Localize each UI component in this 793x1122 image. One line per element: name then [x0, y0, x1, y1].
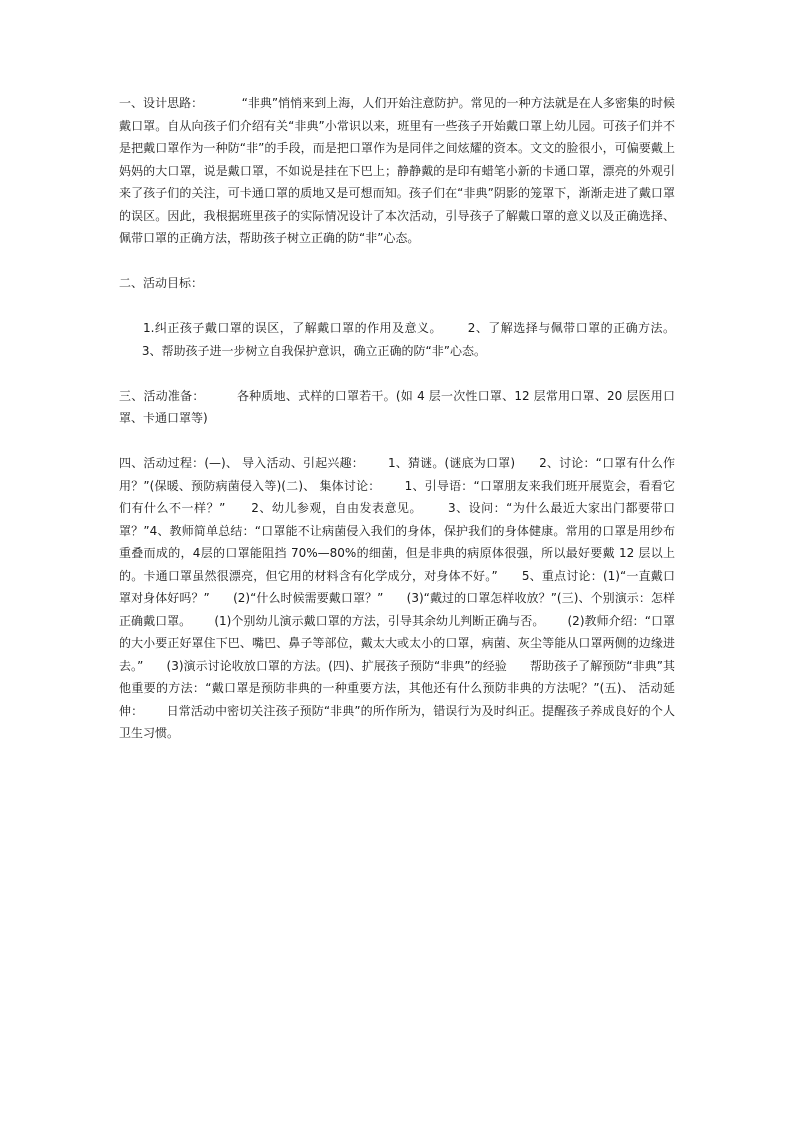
goal-item: 1.纠正孩子戴口罩的误区，了解戴口罩的作用及意义。	[143, 321, 442, 335]
section-heading: 四、活动过程：(—)、 导入活动、引起兴趣：	[119, 456, 364, 470]
section-process	[119, 452, 675, 745]
process-step: (2)“什么时候需要戴口罩？”	[233, 591, 384, 605]
process-step: (3)演示讨论收放口罩的方法。(四)、扩展孩子预防“非典”的经验	[166, 658, 507, 673]
section-text: 各种质地、式样的口罩若干。(如 4 层一次性口罩、12 层常用口罩、20 层医用口罩、卡通口罩等)	[119, 388, 675, 425]
process-step: 日常活动中密切关注孩子预防“非典”的所作所为，错误行为及时纠正。提醒孩子养成良好的个人卫生习惯。	[119, 703, 675, 740]
process-step: (1)个别幼儿演示戴口罩的方法，引导其余幼儿判断正确与否。	[214, 613, 545, 628]
process-step: (3)“戴过的口罩怎样收放？”(三)、个别演示：怎样正确戴口罩。	[119, 591, 676, 628]
section-heading: 三、活动准备：	[119, 388, 205, 403]
process-step: 2、讨论：“口罩有什么作用？”(保暖、预防病菌侵入等)(二)、 集体讨论：	[119, 456, 676, 493]
section-heading: 二、活动目标：	[119, 276, 204, 290]
section-preparation	[119, 385, 675, 430]
goal-item: 3、帮助孩子进一步树立自我保护意识，确立正确的防“非”心态。	[141, 343, 486, 358]
section-goals	[119, 317, 675, 362]
section-heading: 一、设计思路：	[119, 96, 204, 110]
process-step: 1、引导语：“口罩朋友来我们班开展览会，看看它们有什么不一样？”	[119, 478, 676, 515]
process-step: 帮助孩子了解预防“非典”其他重要的方法：“戴口罩是预防非典的一种重要方法，其他还有什么预防非典的方法呢？”(五)、 活动延伸：	[119, 658, 676, 718]
section-text: “非典”悄悄来到上海，人们开始注意防护。常见的一种方法就是在人多密集的时候戴口罩。自从向孩子们介绍有关“非典”小常识以来，班里有一些孩子开始戴口罩上幼儿园。可孩子们并不是把戴口罩作为一种防“非”的手段，而是把口罩作为是同伴之间炫耀的资本。文文的脸很小，可偏要戴上妈妈的大口罩，说是戴口罩，不如说是挂在下巴上；静静戴的是印有蜡笔小新的卡通口罩，漂亮的外观引来了孩子们的关注，可卡通口罩的质地又是可想而知。孩子们在“非典”阴影的笼罩下，渐渐走进了戴口罩的误区。因此，我根据班里孩子的实际情况设计了本次活动，引导孩子了解戴口罩的意义以及正确选择、佩带口罩的正确方法，帮助孩子树立正确的防“非”心态。	[119, 96, 675, 245]
process-step: 3、设问：“为什么最近大家出门都要带口罩？”4、教师简单总结：“口罩能不让病菌侵入我们的身体，保护我们的身体健康。常用的口罩是用纱布重叠而成的，4层的口罩能阻挡 70%—80%的细菌，但是非典的病原体很强，所以最好要戴 12 层以上的。卡通口罩虽然很漂亮，但它用的材料含有化学成分，对身体不好。”	[119, 501, 676, 583]
process-step: (2)教师介绍：“口罩的大小要正好罩住下巴、嘴巴、鼻子等部位，戴太大或太小的口罩，病菌、灰尘等能从口罩两侧的边缘进去。”	[119, 613, 676, 673]
section-goals-heading	[119, 272, 675, 295]
goal-item: 2、了解选择与佩带口罩的正确方法。	[467, 321, 676, 335]
document-body	[119, 92, 675, 767]
section-design-rationale	[119, 92, 675, 250]
process-step: 2、幼儿参观，自由发表意见。	[251, 501, 423, 515]
process-step: 5、重点讨论：(1)“一直戴口罩对身体好吗？”	[119, 568, 675, 605]
process-step: 1、猜谜。(谜底为口罩)	[387, 456, 516, 470]
